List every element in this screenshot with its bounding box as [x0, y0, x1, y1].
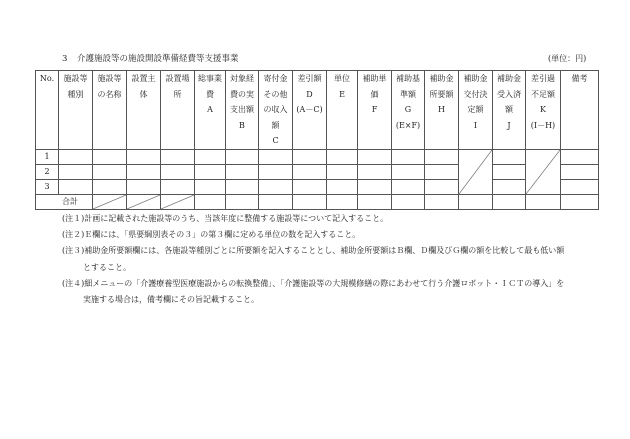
header-line: 補助基 — [396, 74, 420, 83]
table-cell — [161, 179, 195, 194]
header-donations-other-income — [259, 71, 293, 150]
table-cell — [493, 164, 526, 179]
table-cell — [127, 179, 161, 194]
header-line: 交付決 — [463, 89, 488, 99]
total-cell — [459, 194, 493, 209]
header-remarks — [561, 71, 599, 150]
header-location — [161, 71, 195, 150]
row-number: 3 — [36, 179, 59, 194]
header-line: 価 — [370, 89, 379, 99]
form-table — [35, 70, 599, 210]
header-line: 単位 — [334, 74, 350, 83]
header-line: 準額 — [400, 89, 416, 99]
table-cell — [161, 149, 195, 164]
header-line: 総事業 — [198, 74, 222, 83]
table-cell — [425, 179, 459, 194]
header-line: 額 — [271, 120, 280, 130]
table-cell — [93, 179, 127, 194]
header-line: 体 — [139, 89, 148, 99]
table-cell — [358, 179, 392, 194]
header-balance — [526, 71, 561, 150]
table-cell — [93, 149, 127, 164]
table-cell — [259, 149, 293, 164]
total-label: 合計 — [36, 194, 93, 209]
section-number: 3 — [62, 54, 68, 64]
total-struck-cell — [93, 194, 127, 209]
header-line: 寄付金 — [263, 74, 288, 83]
header-line: 額 — [505, 105, 513, 115]
header-line: E — [339, 89, 345, 99]
header-line: 設置主 — [131, 74, 156, 83]
table-cell — [293, 149, 327, 164]
header-line: 不足額 — [531, 89, 555, 99]
note-continuation-line: 実施する場合は，備考欄にその旨記載すること。 — [83, 295, 259, 305]
header-line: 差引過 — [531, 74, 555, 83]
table-cell — [493, 149, 526, 164]
total-struck-cell — [127, 194, 161, 209]
table-cell — [327, 164, 358, 179]
header-line: 定額 — [467, 105, 484, 115]
header-line: G — [404, 105, 412, 115]
table-cell — [392, 179, 425, 194]
header-line: 対象経 — [230, 74, 254, 83]
header-line: 所要額 — [429, 89, 454, 99]
header-line: 所 — [173, 89, 182, 99]
unit-label: (単位：円) — [548, 54, 587, 63]
header-line: 補助金 — [463, 74, 488, 83]
table-cell — [425, 149, 459, 164]
header-line: C — [272, 136, 279, 146]
header-line: 費 — [206, 89, 214, 99]
table-cell — [327, 149, 358, 164]
header-facility-type — [59, 71, 93, 150]
table-cell — [93, 164, 127, 179]
table-cell — [195, 179, 226, 194]
header-line: 差引額 — [297, 74, 322, 83]
header-line: 補助単 — [362, 74, 387, 83]
row-number: 1 — [36, 149, 59, 164]
header-subsidy-granted-amount — [459, 71, 493, 150]
table-cell — [226, 179, 259, 194]
header-units — [327, 71, 358, 150]
total-cell — [392, 194, 425, 209]
table-cell — [127, 164, 161, 179]
table-cell — [293, 179, 327, 194]
header-row — [36, 71, 599, 150]
granted-amount-struck-cell — [459, 149, 493, 194]
table-cell — [392, 149, 425, 164]
header-actual-expenditure — [226, 71, 259, 150]
total-struck-cell — [161, 194, 195, 209]
header-net-amount — [293, 71, 327, 150]
header-line: H — [438, 105, 445, 115]
header-line: の収入 — [263, 105, 288, 115]
document-title — [62, 53, 239, 65]
note-line: (注３)補助金所要額欄には、各施設等種別ごとに所要額を記入することとし、補助金所要額はＢ欄、Ｄ欄及びＧ欄の額を比較して最も低い額 — [62, 246, 565, 256]
total-cell — [226, 194, 259, 209]
header-subsidy-received-amount — [493, 71, 526, 150]
table-cell — [293, 164, 327, 179]
header-line: 施設等 — [63, 74, 88, 83]
header-line: 設置場 — [165, 74, 190, 83]
table-cell — [259, 179, 293, 194]
total-cell — [493, 194, 526, 209]
header-line: J — [507, 120, 511, 130]
total-cell — [358, 194, 392, 209]
header-line: その他 — [263, 89, 288, 99]
note-line: (注２)Ｅ欄には、「県要綱別表その３」の第３欄に定める単位の数を記入すること。 — [62, 230, 361, 240]
table-cell — [59, 149, 93, 164]
header-operator — [127, 71, 161, 150]
header-subsidy-unit-price — [358, 71, 392, 150]
total-cell — [327, 194, 358, 209]
header-line: 補助金 — [497, 74, 521, 83]
header-line: 費の実 — [230, 89, 254, 99]
header-total-project-cost — [195, 71, 226, 150]
header-line: A — [207, 105, 213, 115]
header-line: 支出額 — [230, 105, 254, 115]
header-line: D — [306, 89, 313, 99]
table-cell — [195, 164, 226, 179]
header-line: の名称 — [97, 89, 122, 99]
header-line: (I－H) — [530, 120, 556, 130]
header-facility-name — [93, 71, 127, 150]
diagonal-strike-line — [127, 195, 160, 209]
total-cell — [293, 194, 327, 209]
table-cell — [195, 149, 226, 164]
table-row — [36, 164, 599, 179]
table-cell — [561, 149, 599, 164]
row-number: 2 — [36, 164, 59, 179]
header-no — [36, 71, 59, 150]
table-cell — [59, 164, 93, 179]
header-line: (A－C) — [296, 105, 323, 115]
diagonal-strike-line — [93, 195, 126, 209]
table-cell — [425, 164, 459, 179]
table-cell — [493, 179, 526, 194]
header-subsidy-required-amount — [425, 71, 459, 150]
table-cell — [226, 164, 259, 179]
total-cell — [526, 194, 561, 209]
table-cell — [161, 164, 195, 179]
header-line: 備考 — [571, 74, 588, 83]
total-cell — [259, 194, 293, 209]
header-subsidy-base-amount — [392, 71, 425, 150]
table-cell — [226, 149, 259, 164]
table-cell — [392, 164, 425, 179]
total-cell — [425, 194, 459, 209]
diagonal-strike-line — [526, 150, 560, 194]
total-cell — [195, 194, 226, 209]
note-line: (注１)計画に記載された施設等のうち、当該年度に整備する施設等について記入すること。 — [62, 214, 389, 223]
note-continuation-line: とすること。 — [83, 262, 131, 272]
header-line: I — [473, 120, 478, 130]
balance-struck-cell — [526, 149, 561, 194]
header-line: 受入済 — [497, 89, 521, 99]
header-line: K — [540, 105, 546, 115]
table-cell — [358, 149, 392, 164]
header-line: B — [239, 120, 245, 130]
header-line: F — [371, 105, 378, 115]
table-cell — [561, 179, 599, 194]
total-cell — [561, 194, 599, 209]
table-row — [36, 179, 599, 194]
notes — [62, 211, 564, 308]
diagonal-strike-line — [459, 150, 492, 194]
header-line: (E×F) — [395, 120, 421, 130]
header-line: 施設等 — [97, 74, 122, 83]
total-row — [36, 194, 599, 209]
table-row — [36, 149, 599, 164]
header-line: 種別 — [67, 89, 84, 99]
table-cell — [259, 164, 293, 179]
table-cell — [358, 164, 392, 179]
table-cell — [561, 164, 599, 179]
diagonal-strike-line — [161, 195, 194, 209]
header-line: No. — [39, 74, 55, 83]
note-line: (注４)細メニューの「介護療養型医療施設からの転換整備」、「介護施設等の大規模修繕の際にあわせて行う介護ロボット・ＩＣＴの導入」を — [62, 278, 565, 288]
table-cell — [327, 179, 358, 194]
header-line: 補助金 — [429, 74, 454, 83]
table-cell — [127, 149, 161, 164]
section-title: 介護施設等の施設開設準備経費等支援事業 — [77, 54, 239, 64]
table-cell — [59, 179, 93, 194]
